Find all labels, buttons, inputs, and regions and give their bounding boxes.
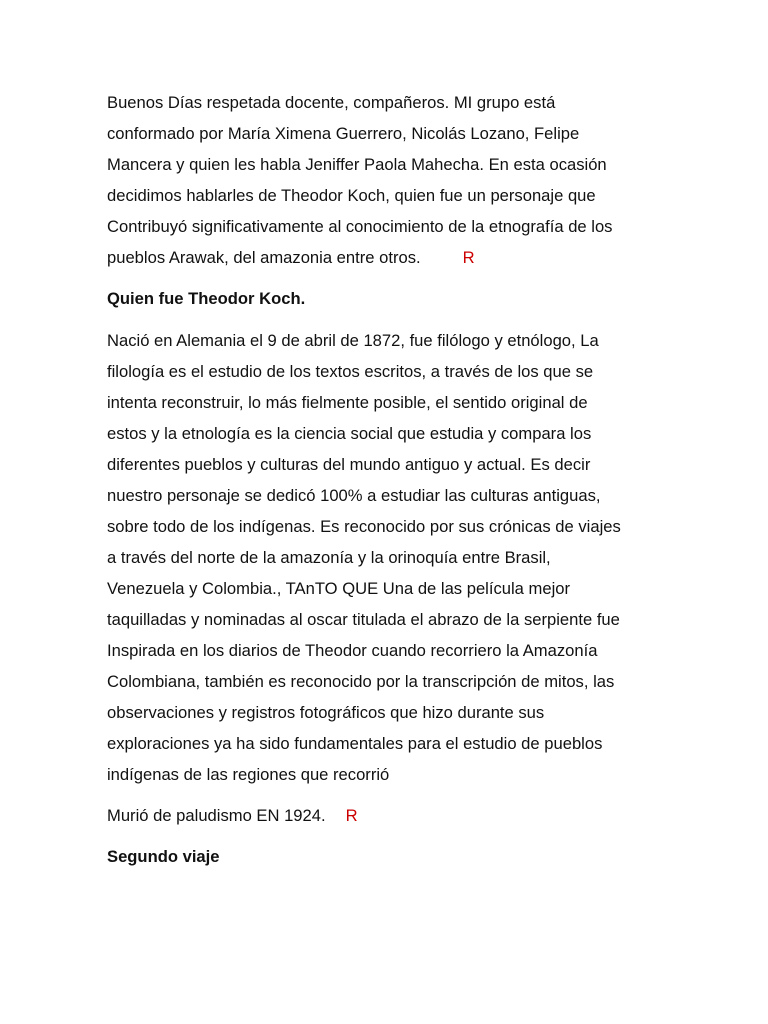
body-line: exploraciones ya ha sido fundamentales para el estudio de pueblos (107, 734, 603, 753)
body-line: Venezuela y Colombia., TAnTO QUE Una de las película mejor (107, 579, 571, 598)
section-heading-second-trip: Segundo viaje (107, 847, 220, 866)
review-marker: R (345, 806, 358, 825)
body-line: a través del norte de la amazonía y la orinoquía entre Brasil, (107, 548, 551, 567)
body-line: observaciones y registros fotográficos que hizo durante sus (107, 703, 545, 722)
document-content (107, 87, 647, 872)
intro-line-text: pueblos Arawak, del amazonia entre otros. (107, 248, 421, 267)
spacer (107, 273, 647, 283)
intro-line: decidimos hablarles de Theodor Koch, quien fue un personaje que (107, 186, 596, 205)
death-text: Murió de paludismo EN 1924. (107, 806, 326, 825)
body-line: taquilladas y nominadas al oscar titulada el abrazo de la serpiente fue (107, 610, 620, 629)
body-line: filología es el estudio de los textos escritos, a través de los que se (107, 362, 594, 381)
review-marker: R (462, 248, 475, 267)
body-line: estos y la etnología es la ciencia social que estudia y compara los (107, 424, 592, 443)
body-line: sobre todo de los indígenas. Es reconocido por sus crónicas de viajes (107, 517, 621, 536)
body-line: Inspirada en los diarios de Theodor cuando recorriero la Amazonía (107, 641, 598, 660)
intro-line: conformado por María Ximena Guerrero, Nicolás Lozano, Felipe (107, 124, 580, 143)
body-line: intenta reconstruir, lo más fielmente posible, el sentido original de (107, 393, 588, 412)
body-line: indígenas de las regiones que recorrió (107, 765, 390, 784)
intro-last-line (107, 242, 647, 273)
spacer (107, 831, 647, 841)
section-heading-wrap (107, 283, 647, 314)
death-paragraph (107, 800, 647, 831)
body-line: diferentes pueblos y culturas del mundo antiguo y actual. Es decir (107, 455, 591, 474)
body-line: Nació en Alemania el 9 de abril de 1872, fue filólogo y etnólogo, La (107, 331, 599, 350)
death-line (107, 800, 647, 831)
intro-line: Mancera y quien les habla Jeniffer Paola Mahecha. En esta ocasión (107, 155, 607, 174)
intro-line: Contribuyó significativamente al conocimiento de la etnografía de los (107, 217, 613, 236)
section-heading-koch: Quien fue Theodor Koch. (107, 289, 306, 308)
body-line: nuestro personaje se dedicó 100% a estudiar las culturas antiguas, (107, 486, 601, 505)
biography-paragraph (107, 325, 647, 790)
section-heading-wrap (107, 841, 647, 872)
intro-line: Buenos Días respetada docente, compañeros. MI grupo está (107, 93, 556, 112)
body-line: Colombiana, también es reconocido por la transcripción de mitos, las (107, 672, 615, 691)
spacer (107, 790, 647, 800)
intro-paragraph (107, 87, 647, 273)
spacer (107, 314, 647, 325)
